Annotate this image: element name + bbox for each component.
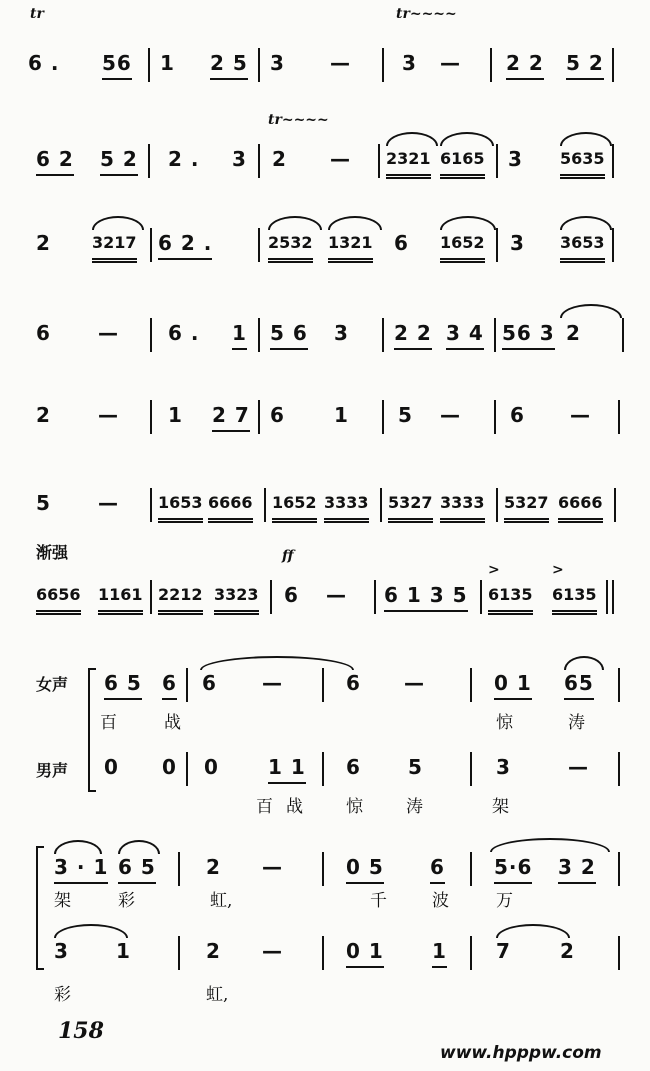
- accent-mark: >: [488, 562, 500, 578]
- note: 5 2: [566, 48, 604, 80]
- lyric: 百: [256, 797, 273, 817]
- lyric: 虹,: [206, 985, 229, 1005]
- note: 2: [272, 147, 287, 171]
- barline: [186, 752, 188, 786]
- dash: —: [262, 855, 283, 879]
- note: 5635: [560, 144, 605, 179]
- note: 1: [160, 51, 175, 75]
- dash: —: [404, 671, 425, 695]
- barline: [614, 488, 616, 522]
- lyric: 百: [100, 713, 117, 733]
- barline: [178, 936, 180, 970]
- lyric: 涛: [568, 713, 585, 733]
- note: 6: [394, 231, 409, 255]
- note: 6: [430, 852, 445, 884]
- staff-line-5: [0, 400, 650, 436]
- barline: [178, 852, 180, 886]
- barline: [496, 488, 498, 522]
- note: 2532: [268, 228, 313, 263]
- lyric: 战: [164, 713, 181, 733]
- barline: [494, 318, 496, 352]
- barline: [606, 580, 608, 614]
- dash: —: [98, 403, 119, 427]
- barline: [382, 400, 384, 434]
- lyric: 千: [370, 891, 387, 911]
- note: 1161: [98, 580, 143, 615]
- note: 5 6: [270, 318, 308, 350]
- lyric: 彩: [118, 891, 135, 911]
- note: 1: [168, 403, 183, 427]
- accent-mark: >: [552, 562, 564, 578]
- barline: [380, 488, 382, 522]
- note: 5327: [504, 488, 549, 523]
- note: 5·6: [494, 852, 532, 884]
- barline: [618, 936, 620, 970]
- barline: [150, 580, 152, 614]
- note: 6 2: [36, 144, 74, 176]
- barline: [470, 752, 472, 786]
- note: 3 2: [558, 852, 596, 884]
- barline: [494, 400, 496, 434]
- note: 3: [270, 51, 285, 75]
- slur: [490, 838, 610, 852]
- note: 3323: [214, 580, 259, 615]
- note: 6: [162, 668, 177, 700]
- barline: [480, 580, 482, 614]
- note: 56 3: [502, 318, 555, 350]
- barline: [612, 144, 614, 178]
- barline: [382, 48, 384, 82]
- note: 6 5: [118, 852, 156, 884]
- note: 3: [54, 939, 69, 963]
- note: 6666: [558, 488, 603, 523]
- dash: —: [568, 755, 589, 779]
- note: 3: [402, 51, 417, 75]
- note: 1653: [158, 488, 203, 523]
- barline: [186, 668, 188, 702]
- note: 2: [206, 939, 221, 963]
- barline: [150, 318, 152, 352]
- note: 0 5: [346, 852, 384, 884]
- note: 3: [334, 321, 349, 345]
- note: 5: [398, 403, 413, 427]
- dash: —: [440, 403, 461, 427]
- dash: —: [98, 321, 119, 345]
- dash: —: [262, 939, 283, 963]
- barline: [378, 144, 380, 178]
- note: 2 2: [394, 318, 432, 350]
- barline: [258, 400, 260, 434]
- note: 3333: [440, 488, 485, 523]
- note: 6: [346, 671, 361, 695]
- barline: [470, 668, 472, 702]
- note: 2 2: [506, 48, 544, 80]
- note: 5: [36, 491, 51, 515]
- note: 1 1: [268, 752, 306, 784]
- note: 6: [270, 403, 285, 427]
- barline: [470, 936, 472, 970]
- barline: [148, 144, 150, 178]
- lyric: 架: [54, 891, 71, 911]
- barline: [258, 48, 260, 82]
- note: 1652: [272, 488, 317, 523]
- note: 3: [508, 147, 523, 171]
- barline: [322, 752, 324, 786]
- note: 3: [232, 147, 247, 171]
- lyric: 彩: [54, 985, 71, 1005]
- barline: [618, 752, 620, 786]
- lyric: 波: [432, 891, 449, 911]
- barline: [622, 318, 624, 352]
- barline: [496, 144, 498, 178]
- barline: [618, 668, 620, 702]
- note: 6135: [552, 580, 597, 615]
- barline: [612, 580, 614, 614]
- trill-mark: tr: [30, 6, 44, 22]
- dash: —: [330, 51, 351, 75]
- note: 3 · 1: [54, 852, 108, 884]
- dash: —: [440, 51, 461, 75]
- barline: [496, 228, 498, 262]
- staff-line-6: [0, 488, 650, 524]
- barline: [258, 228, 260, 262]
- female-part: [0, 668, 650, 704]
- note: 5 2: [100, 144, 138, 176]
- note: 5: [408, 755, 423, 779]
- lyric: 惊: [496, 713, 513, 733]
- note: 1: [232, 318, 247, 350]
- note: 2: [206, 855, 221, 879]
- barline: [322, 852, 324, 886]
- note: 0: [204, 755, 219, 779]
- note: 0 1: [346, 936, 384, 968]
- note: 56: [102, 48, 132, 80]
- barline: [382, 318, 384, 352]
- note: 6: [510, 403, 525, 427]
- note: 1321: [328, 228, 373, 263]
- note: 5327: [388, 488, 433, 523]
- trill-wave-mark: tr~~~~: [268, 112, 329, 128]
- lyric: 惊: [346, 797, 363, 817]
- note: 6: [284, 583, 299, 607]
- dash: —: [570, 403, 591, 427]
- lyric: 涛: [406, 797, 423, 817]
- barline: [148, 48, 150, 82]
- male-part: [0, 752, 650, 788]
- note: 2: [560, 939, 575, 963]
- note: 1652: [440, 228, 485, 263]
- lyric: 万: [496, 891, 513, 911]
- barline: [264, 488, 266, 522]
- note: 3: [496, 755, 511, 779]
- note: 1: [334, 403, 349, 427]
- note: 6 .: [168, 321, 200, 345]
- note: 6 5: [104, 668, 142, 700]
- barline: [150, 400, 152, 434]
- note: 3: [510, 231, 525, 255]
- note: 1: [116, 939, 131, 963]
- note: 6: [36, 321, 51, 345]
- barline: [258, 318, 260, 352]
- note: 6666: [208, 488, 253, 523]
- barline: [322, 668, 324, 702]
- note: 2212: [158, 580, 203, 615]
- note: 2 .: [168, 147, 200, 171]
- note: 0: [104, 755, 119, 779]
- barline: [270, 580, 272, 614]
- note: 7: [496, 939, 511, 963]
- note: 2: [36, 231, 51, 255]
- barline: [618, 852, 620, 886]
- tie: [560, 304, 622, 318]
- barline: [374, 580, 376, 614]
- female-voice-label: 女声: [36, 675, 69, 694]
- staff-line-4: [0, 318, 650, 354]
- staff-line-3: [0, 228, 650, 264]
- note: 6: [346, 755, 361, 779]
- barline: [612, 228, 614, 262]
- barline: [470, 852, 472, 886]
- male-voice-label: 男声: [36, 761, 69, 780]
- note: 6 2 .: [158, 228, 212, 260]
- note: 3 4: [446, 318, 484, 350]
- barline: [258, 144, 260, 178]
- lyric: 虹,: [210, 891, 233, 911]
- page-number: 158: [58, 1018, 104, 1044]
- crescendo-mark: 渐强: [36, 543, 69, 562]
- note: 2 5: [210, 48, 248, 80]
- staff-line-1: [0, 6, 650, 84]
- note: 2: [566, 321, 581, 345]
- barline: [618, 400, 620, 434]
- dash: —: [98, 491, 119, 515]
- note: 6165: [440, 144, 485, 179]
- note: 6656: [36, 580, 81, 615]
- dash: —: [326, 583, 347, 607]
- barline: [150, 228, 152, 262]
- note: 2 7: [212, 400, 250, 432]
- fortissimo-mark: ff: [282, 548, 294, 564]
- note: 6 .: [28, 51, 60, 75]
- lyric: 架: [492, 797, 509, 817]
- staff-line-2: [0, 112, 650, 180]
- note: 6: [202, 671, 217, 695]
- note: 0: [162, 755, 177, 779]
- lyric: 战: [286, 797, 303, 817]
- barline: [150, 488, 152, 522]
- note: 3217: [92, 228, 137, 263]
- note: 1: [432, 936, 447, 968]
- trill-wave-mark: tr~~~~: [396, 6, 457, 22]
- barline: [612, 48, 614, 82]
- note: 2: [36, 403, 51, 427]
- dash: —: [262, 671, 283, 695]
- note: 2321: [386, 144, 431, 179]
- dash: —: [330, 147, 351, 171]
- note: 6 1 3 5: [384, 580, 468, 612]
- note: 0 1: [494, 668, 532, 700]
- watermark-text: www.hpppw.com: [440, 1043, 602, 1063]
- upper-part: [0, 852, 650, 888]
- barline: [322, 936, 324, 970]
- barline: [490, 48, 492, 82]
- note: 6135: [488, 580, 533, 615]
- lower-part: [0, 936, 650, 972]
- note: 65: [564, 668, 594, 700]
- note: 3333: [324, 488, 369, 523]
- note: 3653: [560, 228, 605, 263]
